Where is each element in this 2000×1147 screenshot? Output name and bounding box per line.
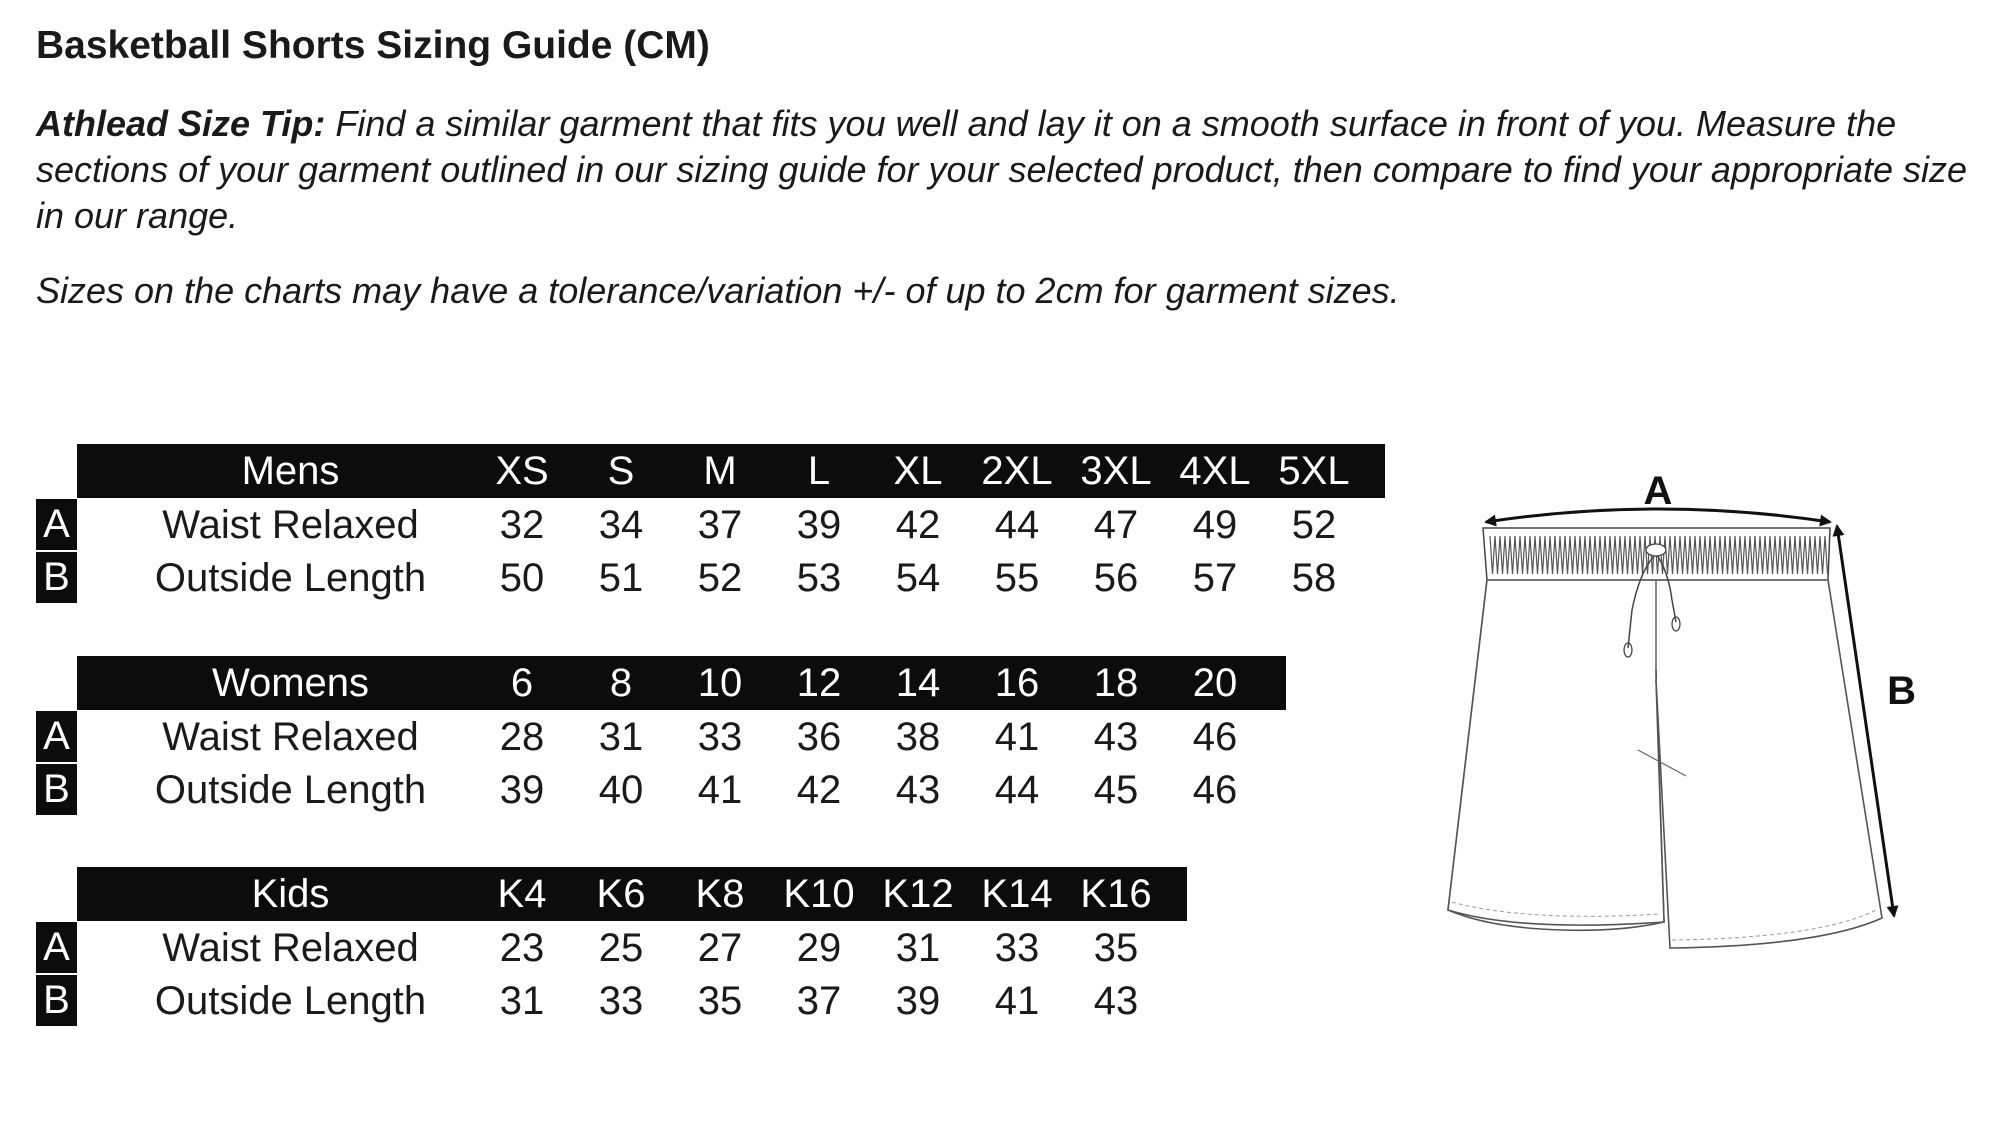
- table-cell: 33: [994, 926, 1040, 970]
- tolerance-note: Sizes on the charts may have a tolerance/variation +/- of up to 2cm for garment sizes.: [36, 270, 1400, 311]
- size-header: 3XL: [1080, 449, 1152, 493]
- size-header: 5XL: [1278, 449, 1350, 493]
- measurement-letter: B: [36, 764, 77, 815]
- table-cell: 54: [895, 556, 941, 600]
- row-label: Outside Length: [154, 979, 427, 1023]
- size-header: K4: [497, 872, 547, 916]
- table-cell: 37: [796, 979, 842, 1023]
- measurement-letter: A: [36, 922, 77, 973]
- size-header: 20: [1192, 661, 1238, 705]
- measurement-letter: B: [36, 975, 77, 1026]
- table-cell: 52: [697, 556, 743, 600]
- shorts-illustration: [1400, 470, 1920, 990]
- size-header: 14: [895, 661, 941, 705]
- table-cell: 39: [499, 768, 545, 812]
- size-header: 10: [697, 661, 743, 705]
- size-header: K16: [1080, 872, 1152, 916]
- row-label: Outside Length: [154, 556, 427, 600]
- table-cell: 39: [895, 979, 941, 1023]
- table-cell: 38: [895, 715, 941, 759]
- size-tip: [36, 101, 1981, 239]
- table-cell: 35: [1093, 926, 1139, 970]
- size-header: 2XL: [981, 449, 1053, 493]
- size-header: XS: [495, 449, 549, 493]
- size-header: K6: [596, 872, 646, 916]
- row-label: Waist Relaxed: [162, 503, 419, 547]
- size-header: 16: [994, 661, 1040, 705]
- table-title: Mens: [241, 449, 340, 493]
- size-header: XL: [893, 449, 943, 493]
- shorts-body: [1448, 580, 1882, 948]
- table-cell: 40: [598, 768, 644, 812]
- label-a: A: [1643, 470, 1673, 513]
- table-cell: 41: [697, 768, 743, 812]
- size-header: 6: [510, 661, 534, 705]
- table-cell: 33: [598, 979, 644, 1023]
- table-title: Womens: [211, 661, 370, 705]
- table-cell: 47: [1093, 503, 1139, 547]
- table-cell: 31: [499, 979, 545, 1023]
- table-cell: 37: [697, 503, 743, 547]
- size-header: 8: [609, 661, 633, 705]
- table-cell: 28: [499, 715, 545, 759]
- table-cell: 29: [796, 926, 842, 970]
- table-cell: 56: [1093, 556, 1139, 600]
- measurement-letter: A: [36, 499, 77, 550]
- size-header: 18: [1093, 661, 1139, 705]
- size-header: 12: [796, 661, 842, 705]
- table-cell: 46: [1192, 715, 1238, 759]
- table-cell: 27: [697, 926, 743, 970]
- table-cell: 31: [895, 926, 941, 970]
- table-cell: 43: [1093, 979, 1139, 1023]
- row-label: Outside Length: [154, 768, 427, 812]
- size-header: S: [607, 449, 635, 493]
- size-header: K14: [981, 872, 1053, 916]
- table-cell: 45: [1093, 768, 1139, 812]
- table-cell: 41: [994, 715, 1040, 759]
- table-cell: 25: [598, 926, 644, 970]
- size-header: K8: [695, 872, 745, 916]
- size-tip-label: Athlead Size Tip:: [36, 103, 326, 144]
- table-cell: 44: [994, 503, 1040, 547]
- size-header: L: [807, 449, 831, 493]
- table-cell: 50: [499, 556, 545, 600]
- size-tip-text: Find a similar garment that fits you well and lay it on a smooth surface in front of you. Measure the sections of your garment outlined in our sizing guide for your selected product, then compare to find your appropriate size in our range.: [36, 103, 1968, 236]
- measurement-letter: B: [36, 552, 77, 603]
- measurement-a: [1486, 470, 1830, 522]
- row-label: Waist Relaxed: [162, 715, 419, 759]
- size-header: 4XL: [1179, 449, 1251, 493]
- label-b: B: [1887, 669, 1916, 713]
- table-cell: 49: [1192, 503, 1238, 547]
- table-cell: 51: [598, 556, 644, 600]
- size-header: M: [703, 449, 737, 493]
- table-cell: 42: [796, 768, 842, 812]
- table-cell: 43: [895, 768, 941, 812]
- table-cell: 52: [1291, 503, 1337, 547]
- row-label: Waist Relaxed: [162, 926, 419, 970]
- table-cell: 58: [1291, 556, 1337, 600]
- table-cell: 34: [598, 503, 644, 547]
- table-cell: 41: [994, 979, 1040, 1023]
- table-cell: 55: [994, 556, 1040, 600]
- table-cell: 36: [796, 715, 842, 759]
- table-cell: 33: [697, 715, 743, 759]
- size-header: K12: [882, 872, 954, 916]
- table-cell: 44: [994, 768, 1040, 812]
- page-title: Basketball Shorts Sizing Guide (CM): [36, 24, 710, 67]
- table-title: Kids: [251, 872, 330, 916]
- table-cell: 31: [598, 715, 644, 759]
- table-cell: 23: [499, 926, 545, 970]
- table-cell: 39: [796, 503, 842, 547]
- table-cell: 42: [895, 503, 941, 547]
- table-cell: 43: [1093, 715, 1139, 759]
- measurement-letter: A: [36, 711, 77, 762]
- table-cell: 32: [499, 503, 545, 547]
- table-cell: 35: [697, 979, 743, 1023]
- size-header: K10: [783, 872, 855, 916]
- table-cell: 46: [1192, 768, 1238, 812]
- table-cell: 53: [796, 556, 842, 600]
- shorts-diagram: [1400, 470, 1920, 995]
- table-cell: 57: [1192, 556, 1238, 600]
